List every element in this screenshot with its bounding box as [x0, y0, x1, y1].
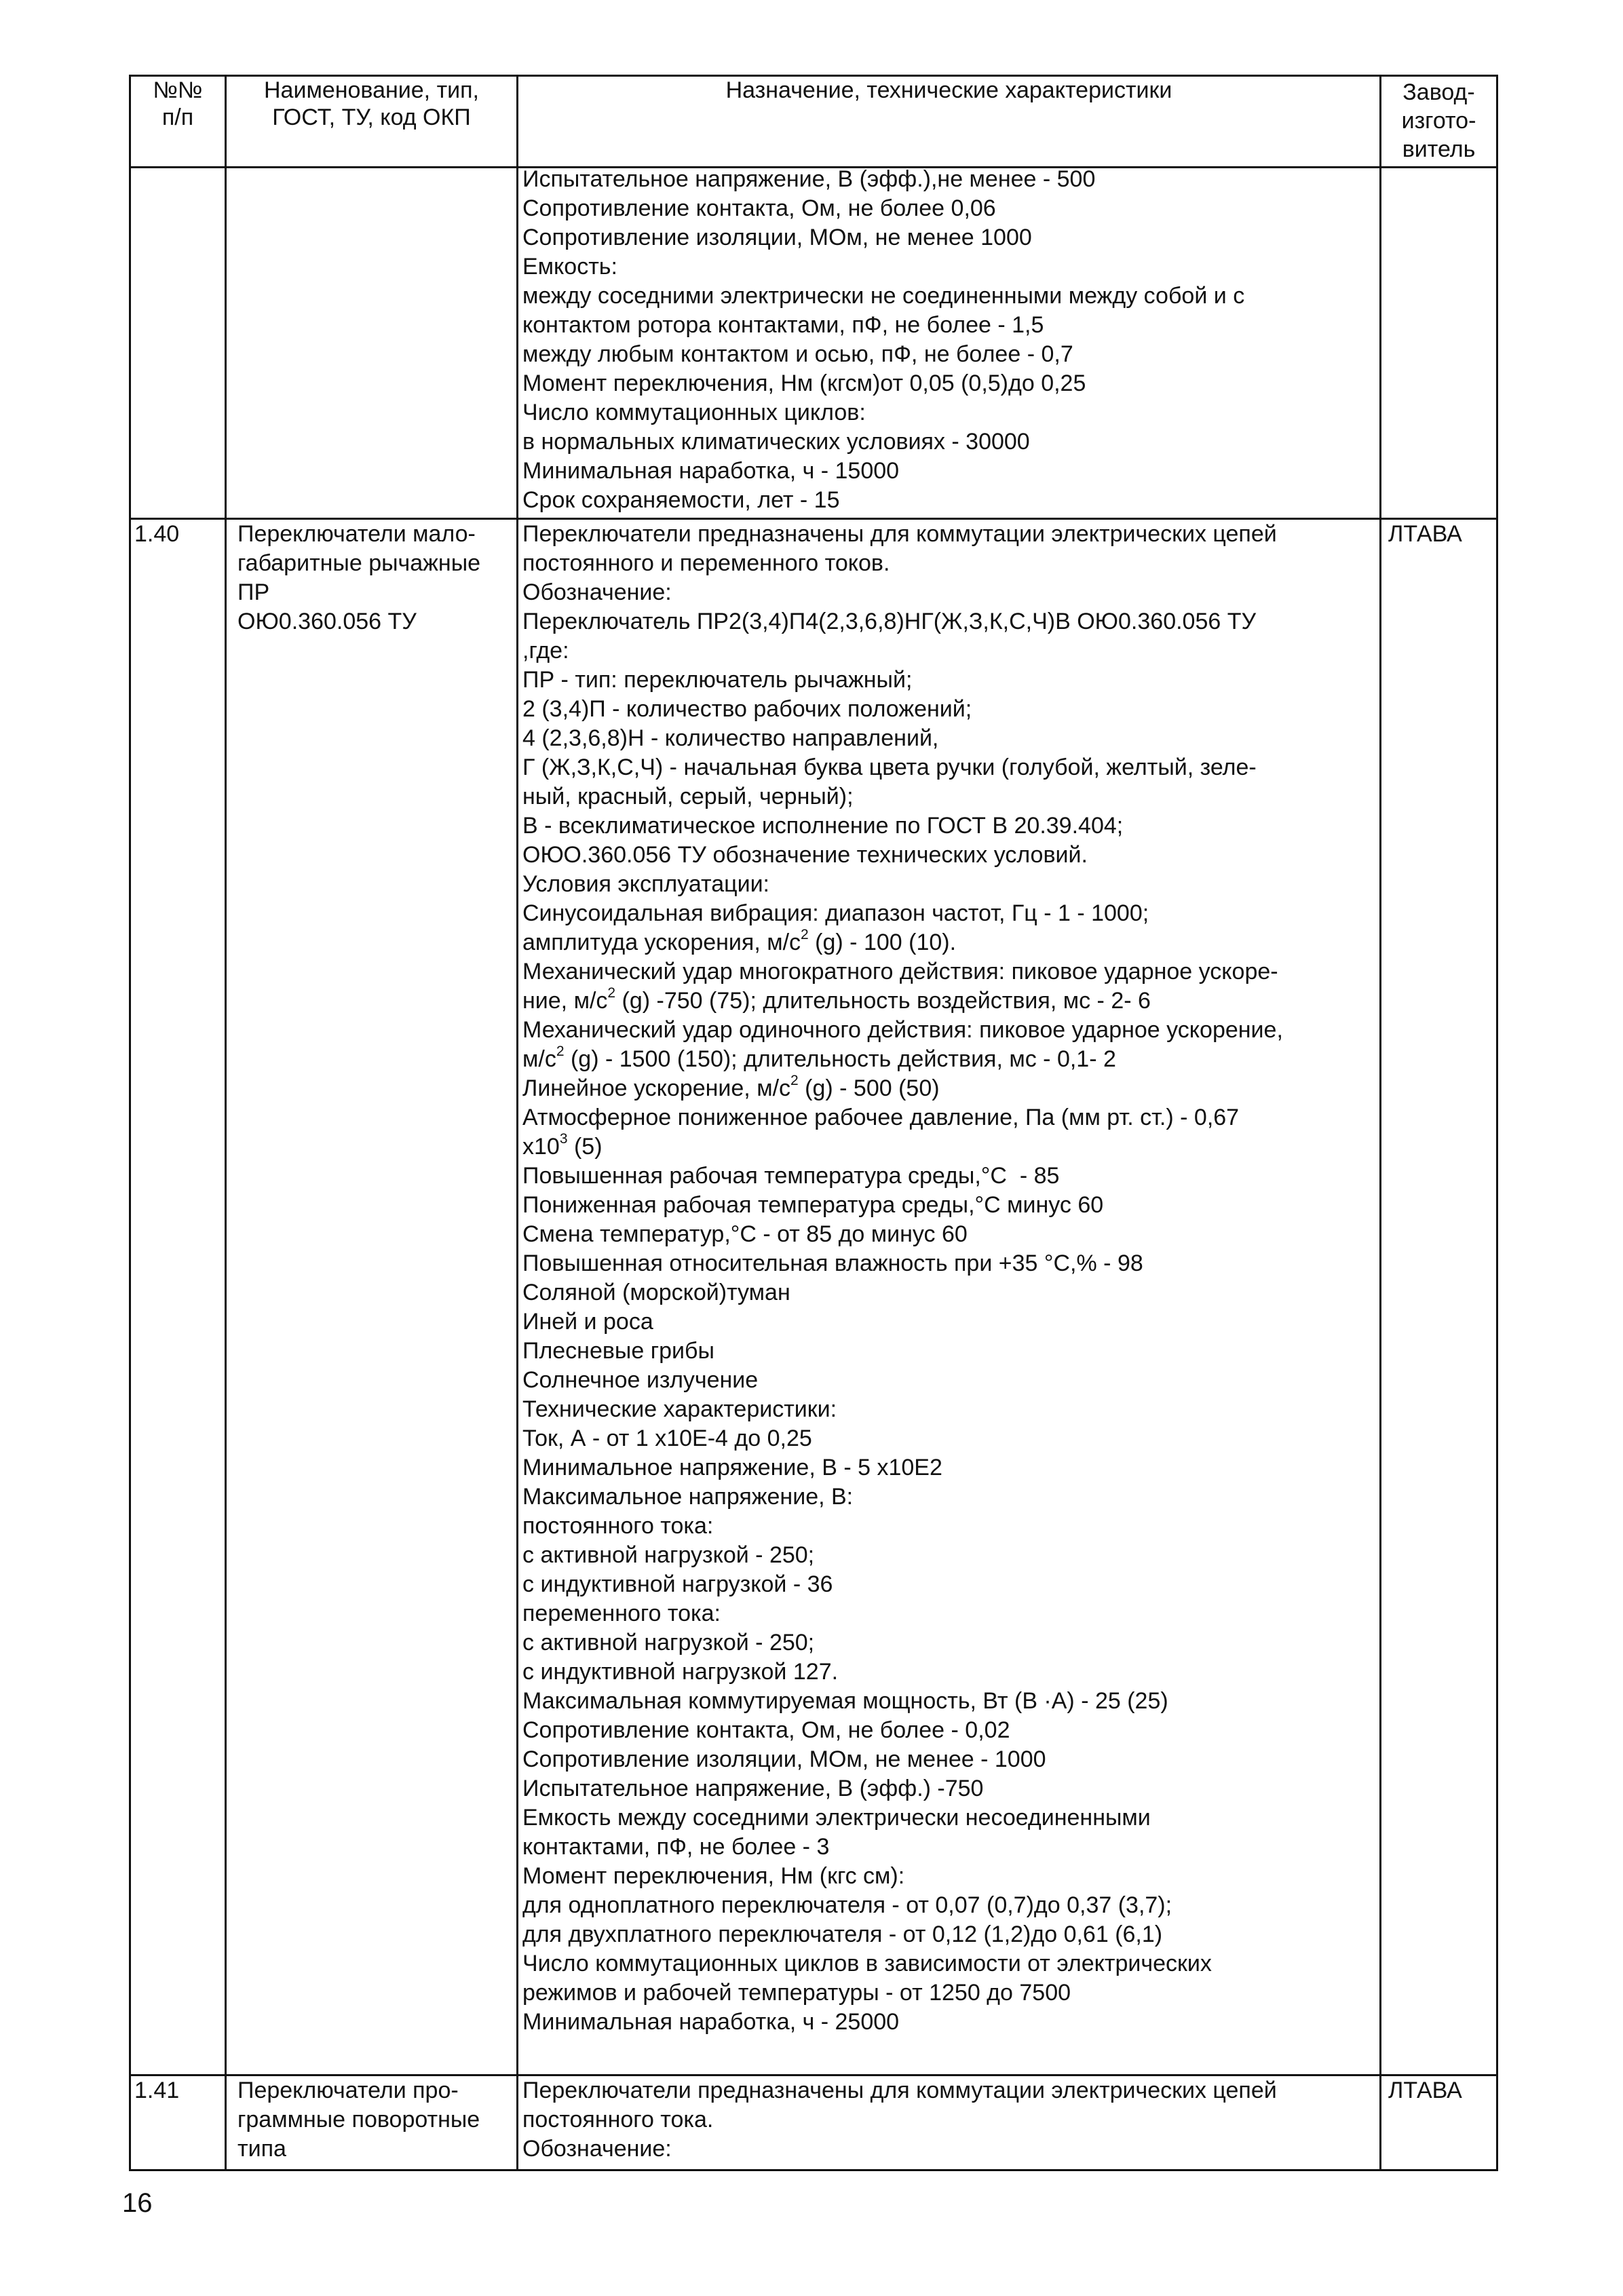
header-maker	[1381, 78, 1496, 164]
spec-line: Соляной (морской)туман	[522, 1280, 790, 1305]
spec-line: контактами, пФ, не более - 3	[522, 1834, 830, 1860]
spec-line: Обозначение:	[522, 579, 672, 605]
name-line: Переключатели мало-	[237, 521, 476, 547]
spec-line	[522, 1074, 1283, 1103]
name-line: габаритные рычажные	[237, 550, 481, 576]
name-line: ОЮ0.360.056 ТУ	[237, 609, 417, 634]
spec-text: (g) - 1500 (150); длительность действия, мс - 0,1- 2	[564, 1046, 1116, 1072]
spec-line: Сопротивление изоляции, МОм, не менее - 1000	[522, 1746, 1046, 1772]
spec-line	[522, 984, 1283, 1016]
superscript: 2	[556, 1043, 565, 1059]
spec-line: Пониженная рабочая температура среды,°С минус 60	[522, 1192, 1104, 1218]
spec-line: с активной нагрузкой - 250;	[522, 1542, 815, 1568]
spec-text: x10	[522, 1134, 560, 1160]
spec-text: (g) - 500 (50)	[798, 1075, 940, 1101]
column-divider	[1379, 75, 1381, 2171]
spec-line: Солнечное излучение	[522, 1367, 759, 1393]
spec-line: Емкость:	[522, 254, 617, 280]
spec-line: Условия эксплуатации:	[522, 871, 770, 897]
spec-line: Испытательное напряжение, В (эфф.) -750	[522, 1776, 984, 1801]
spec-line: Механический удар многократного действия: пиковое ударное ускоре-	[522, 959, 1278, 984]
superscript: 3	[559, 1130, 568, 1147]
spec-line: с активной нагрузкой - 250;	[522, 1630, 815, 1656]
spec-line: Число коммутационных циклов:	[522, 400, 866, 425]
spec-line: ПР - тип: переключатель рычажный;	[522, 667, 913, 693]
header-name-line: Наименование, тип,	[263, 77, 479, 103]
superscript: 2	[607, 984, 616, 1001]
row-141-maker: ЛТАВА	[1388, 2078, 1462, 2103]
header-name	[227, 77, 516, 131]
spec-text: амплитуда ускорения, м/с	[522, 930, 801, 955]
header-name-line: ГОСТ, ТУ, код ОКП	[272, 104, 471, 130]
superscript: 2	[801, 926, 809, 942]
spec-line: 2 (3,4)П - количество рабочих положений;	[522, 696, 972, 722]
row-141-name	[237, 2076, 480, 2164]
spec-line: режимов и рабочей температуры - от 1250 до 7500	[522, 1980, 1071, 2006]
spec-line: для одноплатного переключателя - от 0,07 (0,7)до 0,37 (3,7);	[522, 1892, 1172, 1918]
header-maker-line: витель	[1402, 136, 1476, 162]
column-divider	[516, 75, 518, 2171]
spec-line: Испытательное напряжение, В (эфф.),не менее - 500	[522, 166, 1096, 192]
spec-line: Число коммутационных циклов в зависимости от электрических	[522, 1951, 1212, 1976]
spec-line: Обозначение:	[522, 2136, 672, 2162]
spec-line: в нормальных климатических условиях - 30000	[522, 429, 1030, 455]
spec-line: Повышенная рабочая температура среды,°С - 85	[522, 1163, 1060, 1189]
spec-line: переменного тока:	[522, 1601, 721, 1626]
spec-line: В - всеклиматическое исполнение по ГОСТ В 20.39.404;	[522, 813, 1124, 839]
spec-line: Переключатели предназначены для коммутации электрических цепей	[522, 2078, 1277, 2103]
spec-line	[522, 1132, 1283, 1162]
spec-line: Технические характеристики:	[522, 1396, 837, 1422]
row-140-name	[237, 520, 480, 636]
spec-text: ние, м/с	[522, 988, 608, 1014]
header-num-line: п/п	[161, 104, 194, 130]
spec-line: между соседними электрически не соединенными между собой и с	[522, 283, 1245, 309]
spec-line: Иней и роса	[522, 1309, 653, 1335]
header-num-line: №№	[153, 77, 203, 103]
spec-line: Механический удар одиночного действия: пиковое ударное ускорение,	[522, 1017, 1283, 1043]
superscript: 2	[790, 1072, 799, 1088]
header-purpose-line: Назначение, технические характеристики	[725, 77, 1172, 103]
spec-line: постоянного тока:	[522, 1513, 714, 1539]
row-141-number: 1.41	[134, 2078, 180, 2103]
spec-line: постоянного тока.	[522, 2107, 714, 2132]
header-maker-line: Завод-	[1402, 79, 1475, 105]
spec-line: постоянного и переменного токов.	[522, 550, 890, 576]
spec-line: с индуктивной нагрузкой - 36	[522, 1571, 833, 1597]
spec-line: Синусоидальная вибрация: диапазон частот, Гц - 1 - 1000;	[522, 900, 1149, 926]
continuation-purpose	[522, 165, 1244, 515]
spec-line: Сопротивление изоляции, МОм, не менее 1000	[522, 225, 1032, 250]
spec-line: Минимальная наработка, ч - 15000	[522, 458, 900, 484]
spec-line: Максимальное напряжение, В:	[522, 1484, 854, 1510]
spec-line: Сопротивление контакта, Ом, не более - 0,02	[522, 1717, 1010, 1743]
header-maker-line: изгото-	[1401, 108, 1476, 134]
spec-line: Минимальное напряжение, В - 5 x10E2	[522, 1455, 942, 1480]
spec-line: Минимальная наработка, ч - 25000	[522, 2009, 900, 2035]
spec-text: (5)	[567, 1134, 603, 1160]
spec-line: Сопротивление контакта, Ом, не более 0,06	[522, 195, 996, 221]
spec-text: Линейное ускорение, м/с	[522, 1075, 791, 1101]
spec-line: Плесневые грибы	[522, 1338, 714, 1364]
spec-line	[522, 1045, 1283, 1074]
spec-line: 4 (2,3,6,8)Н - количество направлений,	[522, 725, 939, 751]
spec-line: Максимальная коммутируемая мощность, Вт (В ·А) - 25 (25)	[522, 1688, 1168, 1714]
spec-line: ный, красный, серый, черный);	[522, 784, 854, 809]
spec-line: с индуктивной нагрузкой 127.	[522, 1659, 839, 1685]
name-line: типа	[237, 2136, 286, 2162]
row-140-number: 1.40	[134, 521, 180, 547]
spec-line: Момент переключения, Нм (кгс см):	[522, 1863, 905, 1889]
spec-line: Срок сохраняемости, лет - 15	[522, 487, 840, 513]
spec-line: Атмосферное пониженное рабочее давление, Па (мм рт. ст.) - 0,67	[522, 1105, 1240, 1130]
table-border-left	[129, 75, 131, 2171]
spec-line: Емкость между соседними электрически несоединенными	[522, 1805, 1151, 1831]
spec-text: м/с	[522, 1046, 556, 1072]
spec-text: (g) -750 (75); длительность воздействия, мс - 2- 6	[615, 988, 1151, 1014]
column-divider	[225, 75, 227, 2171]
row-141-purpose	[522, 2076, 1277, 2164]
spec-line: между любым контактом и осью, пФ, не более - 0,7	[522, 341, 1073, 367]
name-line: граммные поворотные	[237, 2107, 480, 2132]
name-line: ПР	[237, 579, 270, 605]
spec-line: Переключатель ПР2(3,4)П4(2,3,6,8)НГ(Ж,З,К,С,Ч)В ОЮ0.360.056 ТУ	[522, 609, 1257, 634]
spec-line: контактом ротора контактами, пФ, не более - 1,5	[522, 312, 1044, 338]
spec-text: (g) - 100 (10).	[808, 930, 957, 955]
spec-line: Момент переключения, Нм (кгсм)от 0,05 (0,5)до 0,25	[522, 370, 1086, 396]
table-border-right	[1496, 75, 1498, 2171]
spec-line: Смена температур,°С - от 85 до минус 60	[522, 1221, 968, 1247]
header-num	[131, 77, 225, 131]
spec-line	[522, 928, 1283, 957]
spec-line: Переключатели предназначены для коммутации электрических цепей	[522, 521, 1277, 547]
spec-line: Повышенная относительная влажность при +35 °С,% - 98	[522, 1250, 1143, 1276]
page-number: 16	[122, 2188, 153, 2218]
spec-line: ,где:	[522, 638, 569, 664]
row-140-maker: ЛТАВА	[1388, 521, 1462, 547]
name-line: Переключатели про-	[237, 2078, 459, 2103]
header-purpose	[518, 77, 1379, 104]
spec-line: ОЮО.360.056 ТУ обозначение технических условий.	[522, 842, 1088, 868]
spec-table	[129, 75, 1498, 2171]
spec-line: для двухплатного переключателя - от 0,12 (1,2)до 0,61 (6,1)	[522, 1921, 1163, 1947]
spec-line: Ток, А - от 1 x10E-4 до 0,25	[522, 1426, 812, 1451]
table-border-bottom	[129, 2169, 1498, 2171]
row-140-purpose	[522, 520, 1283, 2037]
spec-line: Г (Ж,З,К,С,Ч) - начальная буква цвета ручки (голубой, желтый, зеле-	[522, 754, 1257, 780]
